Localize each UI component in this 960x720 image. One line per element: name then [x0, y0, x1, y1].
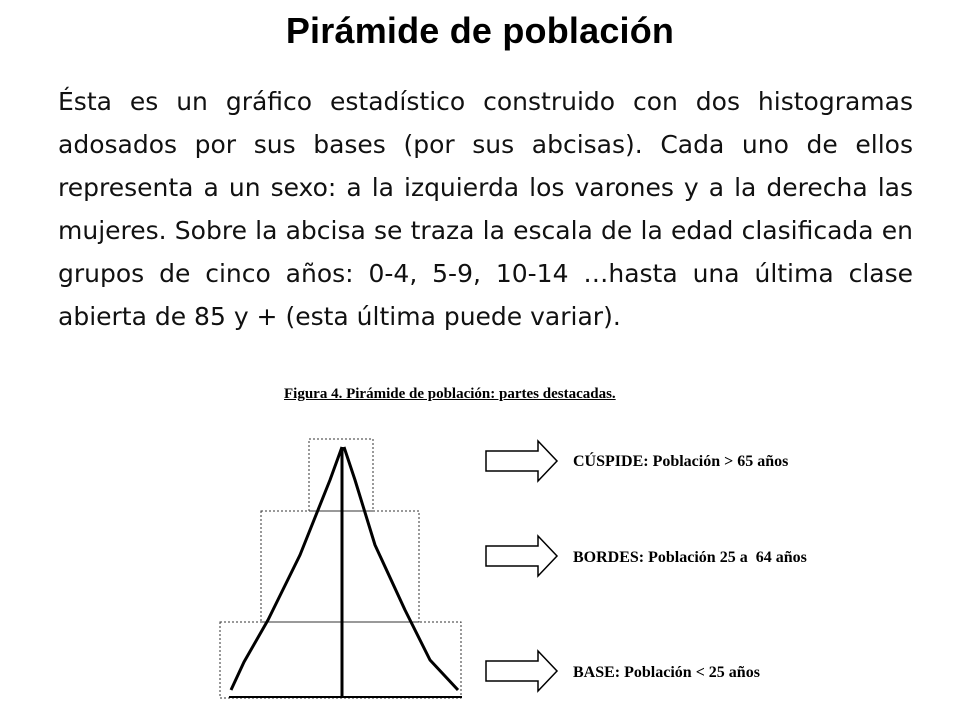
pyramid-right-edge — [344, 447, 458, 690]
base-label: BASE: Población < 25 años — [573, 664, 760, 681]
bordes-arrow-icon — [486, 536, 557, 576]
figure-caption: Figura 4. Pirámide de población: partes destacadas. — [284, 386, 616, 402]
pyramid-left-edge — [231, 447, 342, 690]
cuspide-arrow-icon — [486, 441, 557, 481]
body-paragraph: Ésta es un gráfico estadístico construido con dos histogramas adosados por sus bases (por sus abcisas). Cada uno de ellos representa a un sexo: a la izquierda los varones y a la derecha las mujeres. Sobre la abcisa se traza la escala de la edad clasificada en grupos de cinco años: 0-4, 5-9, 10-14 …hasta una última clase abierta de 85 y + (esta última puede variar). — [58, 87, 913, 331]
base-arrow-icon — [486, 651, 557, 691]
slide-title: Pirámide de población — [285, 10, 675, 51]
bordes-label: BORDES: Población 25 a 64 años — [573, 549, 807, 566]
cuspide-label: CÚSPIDE: Población > 65 años — [573, 453, 789, 470]
bordes-box — [261, 511, 419, 622]
